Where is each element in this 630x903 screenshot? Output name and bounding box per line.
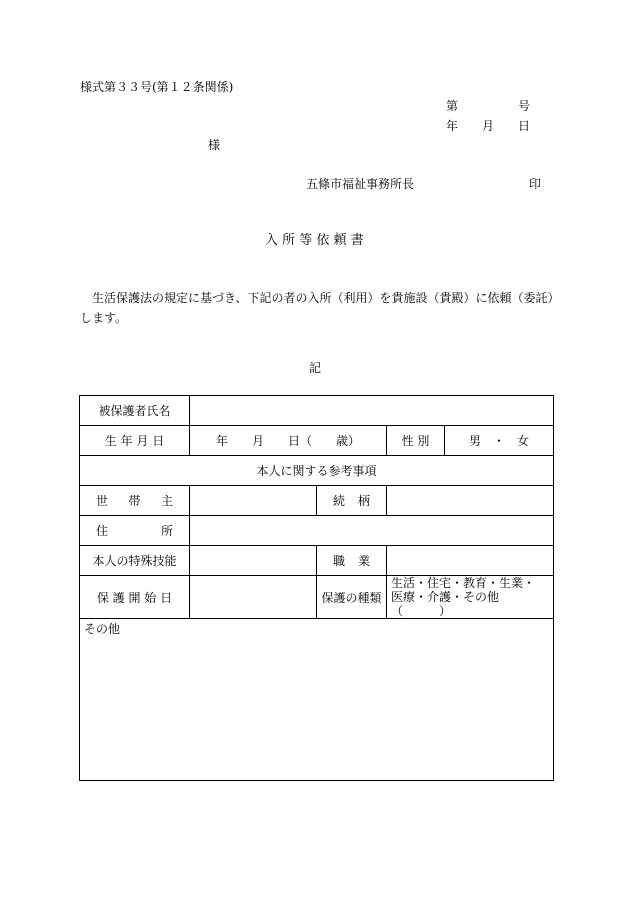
gender-field[interactable]: 男 ・ 女 bbox=[445, 426, 554, 456]
address-field[interactable] bbox=[190, 516, 554, 546]
relation-field[interactable] bbox=[387, 486, 554, 516]
table-row bbox=[80, 486, 554, 516]
table-row bbox=[80, 426, 554, 456]
skills-field[interactable] bbox=[190, 546, 317, 576]
reference-header: 本人に関する参考事項 bbox=[80, 456, 554, 486]
table-row bbox=[80, 516, 554, 546]
birth-field[interactable]: 年 月 日（ 歳） bbox=[190, 426, 387, 456]
ki-marker: 記 bbox=[309, 361, 322, 375]
kind-line-1: 生活・住宅・教育・生業・ bbox=[391, 576, 536, 590]
start-date-label: 保 護 開 始 日 bbox=[80, 576, 190, 619]
date-month: 月 bbox=[482, 119, 495, 133]
skills-label: 本人の特殊技能 bbox=[80, 546, 190, 576]
other-field[interactable] bbox=[80, 619, 554, 781]
table-row bbox=[80, 456, 554, 486]
householder-field[interactable] bbox=[190, 486, 317, 516]
gender-label: 性 別 bbox=[387, 426, 445, 456]
name-field[interactable] bbox=[190, 396, 554, 426]
householder-label: 世帯主 bbox=[80, 486, 190, 516]
document-number-prefix: 第 bbox=[446, 99, 459, 113]
issuer-name: 五條市福祉事務所長 bbox=[306, 177, 415, 191]
kind-field[interactable] bbox=[387, 576, 554, 619]
table-row bbox=[80, 546, 554, 576]
occupation-field[interactable] bbox=[387, 546, 554, 576]
other-label: その他 bbox=[84, 622, 121, 636]
request-form-table bbox=[79, 395, 554, 781]
addressee-suffix: 様 bbox=[208, 138, 221, 152]
name-label: 被保護者氏名 bbox=[80, 396, 190, 426]
occupation-label: 職業 bbox=[317, 546, 387, 576]
address-label: 住所 bbox=[80, 516, 190, 546]
seal-mark: 印 bbox=[529, 177, 542, 191]
table-row bbox=[80, 576, 554, 619]
date-year: 年 bbox=[446, 119, 459, 133]
kind-label: 保護の種類 bbox=[317, 576, 387, 619]
form-id: 様式第３３号(第１２条関係) bbox=[80, 80, 234, 94]
document-number-suffix: 号 bbox=[518, 99, 531, 113]
birth-label: 生 年 月 日 bbox=[80, 426, 190, 456]
body-text: 生活保護法の規定に基づき、下記の者の入所（利用）を貴施設（貴殿）に依頼（委託）します。 bbox=[80, 291, 554, 325]
kind-line-2: 医療・介護・その他（ ） bbox=[391, 590, 500, 618]
table-row bbox=[80, 619, 554, 781]
start-date-field[interactable] bbox=[190, 576, 317, 619]
document-title: 入 所 等 依 頼 書 bbox=[265, 233, 364, 248]
relation-label: 続柄 bbox=[317, 486, 387, 516]
date-day: 日 bbox=[518, 119, 531, 133]
table-row bbox=[80, 396, 554, 426]
